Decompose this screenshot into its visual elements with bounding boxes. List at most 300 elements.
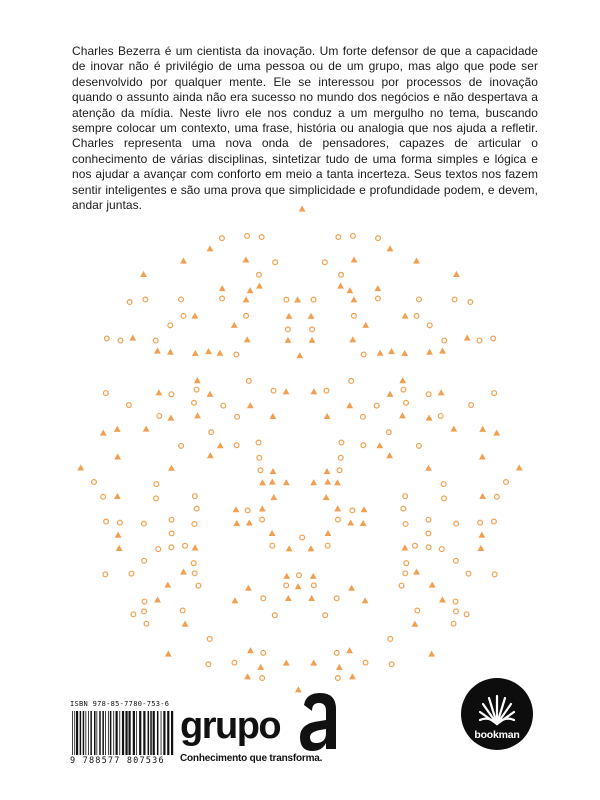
pattern-circle	[504, 480, 509, 485]
pattern-triangle	[347, 519, 354, 525]
pattern-circle	[192, 571, 197, 576]
pattern-circle	[403, 571, 408, 576]
pattern-circle	[141, 521, 146, 526]
pattern-circle	[221, 403, 226, 408]
pattern-circle	[426, 517, 431, 522]
pattern-circle	[118, 338, 123, 343]
pattern-circle	[196, 583, 201, 588]
pattern-circle	[260, 676, 265, 681]
pattern-triangle	[426, 415, 433, 421]
pattern-circle	[142, 558, 147, 563]
pattern-circle	[492, 391, 497, 396]
pattern-triangle	[428, 650, 435, 656]
pattern-triangle	[219, 285, 226, 291]
pattern-circle	[192, 522, 197, 527]
pattern-triangle	[516, 464, 523, 470]
pattern-circle	[207, 636, 212, 641]
pattern-triangle	[336, 664, 343, 670]
barcode-bar	[85, 711, 86, 755]
pattern-circle	[260, 517, 265, 522]
pattern-triangle	[165, 650, 172, 656]
pattern-triangle	[412, 621, 419, 627]
barcode-bar	[113, 711, 114, 755]
pattern-circle	[272, 613, 277, 618]
barcode-bar	[150, 711, 152, 755]
pattern-circle	[271, 388, 276, 393]
barcode-bar	[96, 711, 97, 755]
pattern-circle	[427, 323, 432, 328]
pattern-circle	[477, 338, 482, 343]
pattern-circle	[323, 613, 328, 618]
pattern-circle	[466, 571, 471, 576]
pattern-circle	[442, 338, 447, 343]
pattern-circle	[179, 297, 184, 302]
barcode-bar	[171, 711, 173, 755]
pattern-triangle	[116, 545, 123, 551]
pattern-circle	[401, 506, 406, 511]
pattern-triangle	[245, 585, 252, 591]
pattern-circle	[142, 609, 147, 614]
pattern-triangle	[334, 505, 341, 511]
open-book-icon	[477, 690, 517, 728]
pattern-circle	[492, 519, 497, 524]
pattern-triangle	[376, 442, 383, 448]
pattern-triangle	[348, 585, 355, 591]
pattern-circle	[104, 519, 109, 524]
pattern-circle	[494, 494, 499, 499]
barcode-bar	[125, 711, 127, 755]
pattern-triangle	[244, 336, 251, 342]
pattern-circle	[363, 660, 368, 665]
pattern-triangle	[243, 256, 250, 262]
pattern-circle	[258, 468, 263, 473]
barcode-bar	[94, 711, 96, 755]
pattern-triangle	[129, 335, 136, 341]
barcode-bar	[108, 711, 109, 755]
pattern-circle	[310, 327, 315, 332]
pattern-triangle	[307, 545, 314, 551]
pattern-circle	[129, 571, 134, 576]
pattern-triangle	[325, 530, 332, 536]
pattern-circle	[220, 236, 225, 241]
pattern-circle	[403, 494, 408, 499]
pattern-triangle	[154, 348, 161, 354]
pattern-circle	[300, 535, 305, 540]
pattern-triangle	[246, 519, 253, 525]
grupo-a-logo	[180, 691, 340, 771]
pattern-circle	[284, 297, 289, 302]
pattern-triangle	[233, 506, 240, 512]
pattern-triangle	[164, 582, 171, 588]
bookman-label: bookman	[474, 729, 520, 741]
barcode-bar	[163, 711, 165, 755]
pattern-circle	[245, 508, 250, 513]
barcode-bar	[133, 711, 135, 755]
pattern-circle	[179, 443, 184, 448]
pattern-triangle	[180, 568, 187, 574]
pattern-circle	[454, 609, 459, 614]
pattern-triangle	[374, 285, 381, 291]
pattern-circle	[442, 496, 447, 501]
pattern-triangle	[259, 505, 266, 511]
pattern-circle	[426, 392, 431, 397]
pattern-triangle	[401, 350, 408, 356]
pattern-circle	[334, 650, 339, 655]
pattern-circle	[454, 521, 459, 526]
pattern-circle	[194, 387, 199, 392]
pattern-triangle	[324, 468, 331, 474]
pattern-triangle	[479, 453, 486, 459]
pattern-circle	[192, 400, 197, 405]
pattern-triangle	[493, 429, 500, 435]
pattern-circle	[234, 443, 239, 448]
barcode-bar	[83, 711, 85, 755]
pattern-circle	[322, 260, 327, 265]
pattern-triangle	[207, 452, 214, 458]
barcode-digits: 9 788577 807536	[70, 756, 165, 766]
pattern-circle	[169, 392, 174, 397]
pattern-circle	[206, 662, 211, 667]
pattern-triangle	[194, 377, 201, 383]
grupo-wordmark: grupo	[180, 705, 281, 747]
pattern-triangle	[308, 595, 315, 601]
pattern-circle	[464, 612, 469, 617]
pattern-triangle	[247, 647, 254, 653]
pattern-triangle	[386, 452, 393, 458]
pattern-triangle	[401, 544, 408, 550]
pattern-circle	[143, 297, 148, 302]
barcode-bar	[167, 711, 169, 755]
pattern-triangle	[269, 530, 276, 536]
pattern-triangle	[324, 413, 331, 419]
pattern-triangle	[143, 425, 150, 431]
barcode-bar	[122, 711, 124, 755]
pattern-triangle	[399, 412, 406, 418]
pattern-circle	[491, 336, 496, 341]
pattern-triangle	[296, 352, 303, 358]
pattern-triangle	[402, 313, 409, 319]
pattern-circle	[92, 480, 97, 485]
pattern-triangle	[294, 296, 301, 302]
pattern-triangle	[256, 282, 263, 288]
pattern-circle	[297, 573, 302, 578]
pattern-triangle	[167, 349, 174, 355]
pattern-circle	[168, 323, 173, 328]
pattern-circle	[468, 300, 473, 305]
pattern-circle	[118, 520, 123, 525]
pattern-circle	[220, 296, 225, 301]
pattern-triangle	[283, 479, 290, 485]
pattern-circle	[169, 545, 174, 550]
pattern-circle	[142, 599, 147, 604]
pattern-triangle	[361, 506, 368, 512]
pattern-circle	[127, 300, 132, 305]
pattern-circle	[404, 400, 409, 405]
pattern-circle	[261, 596, 266, 601]
pattern-circle	[339, 440, 344, 445]
pattern-triangle	[362, 597, 369, 603]
barcode-bar	[139, 711, 141, 755]
pattern-circle	[361, 352, 366, 357]
pattern-circle	[361, 443, 366, 448]
pattern-circle	[235, 414, 240, 419]
pattern-circle	[144, 621, 149, 626]
barcode-bar	[90, 711, 92, 755]
pattern-circle	[103, 572, 108, 577]
pattern-triangle	[270, 494, 277, 500]
pattern-circle	[181, 314, 186, 319]
pattern-triangle	[216, 350, 223, 356]
pattern-triangle	[323, 494, 330, 500]
pattern-triangle	[309, 337, 316, 343]
pattern-triangle	[439, 596, 446, 602]
pattern-circle	[103, 391, 108, 396]
pattern-circle	[183, 543, 188, 548]
pattern-circle	[104, 336, 109, 341]
pattern-triangle	[337, 282, 344, 288]
pattern-circle	[169, 531, 174, 536]
pattern-circle	[441, 482, 446, 487]
pattern-triangle	[205, 348, 212, 354]
barcode-bar	[143, 711, 145, 755]
pattern-circle	[376, 296, 381, 301]
pattern-circle	[414, 314, 419, 319]
barcode-bar	[153, 711, 155, 755]
pattern-circle	[469, 403, 474, 408]
pattern-triangle	[438, 389, 445, 395]
pattern-circle	[257, 455, 262, 460]
pattern-circle	[374, 403, 379, 408]
barcode-bar	[119, 711, 120, 755]
pattern-triangle	[450, 425, 457, 431]
bookman-logo	[461, 678, 533, 750]
pattern-triangle	[283, 573, 290, 579]
pattern-circle	[284, 583, 289, 588]
pattern-triangle	[425, 465, 432, 471]
pattern-circle	[311, 297, 316, 302]
pattern-triangle	[270, 468, 277, 474]
pattern-triangle	[207, 391, 214, 397]
barcode-bar	[116, 711, 118, 755]
pattern-circle	[257, 272, 262, 277]
barcode-bar	[74, 711, 75, 755]
pattern-triangle	[349, 336, 356, 342]
pattern-triangle	[299, 206, 306, 212]
pattern-circle	[259, 235, 264, 240]
pattern-circle	[194, 506, 199, 511]
pattern-triangle	[233, 520, 240, 526]
pattern-circle	[426, 531, 431, 536]
pattern-circle	[399, 583, 404, 588]
pattern-circle	[336, 235, 341, 240]
pattern-triangle	[310, 660, 317, 666]
barcode	[70, 711, 178, 755]
pattern-circle	[451, 621, 456, 626]
pattern-circle	[403, 522, 408, 527]
pattern-triangle	[167, 415, 174, 421]
barcode-bar	[102, 711, 104, 755]
pattern-triangle	[217, 442, 224, 448]
pattern-circle	[154, 482, 159, 487]
pattern-circle	[286, 327, 291, 332]
pattern-triangle	[114, 493, 121, 499]
pattern-circle	[454, 558, 459, 563]
pattern-triangle	[413, 568, 420, 574]
pattern-circle	[127, 403, 132, 408]
pattern-circle	[417, 443, 422, 448]
pattern-triangle	[349, 673, 356, 679]
pattern-circle	[386, 430, 391, 435]
pattern-circle	[453, 599, 458, 604]
pattern-triangle	[413, 258, 420, 264]
back-cover-blurb: Charles Bezerra é um cientista da inovação. Um forte defensor de que a capacidade de inovar não é privilégio de uma pessoa ou de um grupo, mas algo que pode ser desenvolvido por qualquer mente. Ele se interessou por processos de inovação quando o assunto ainda não era sucesso no mundo dos negócios e não despertava a atenção da mídia. Neste livro ele nos conduz a um mergulho no tema, buscando sempre colocar um contexto, uma frase, história ou analogia que nos ajuda a refletir. Charles representa uma nova onda de pensadores, capazes de articular o conhecimento de várias disciplinas, sintetizar tudo de uma forma simples e lógica e nos ajudar a avançar com conforto em meio a tanta incerteza. Seus textos nos fazem sentir inteligentes e são uma prova que simplicidade e profundidade podem, e devem, andar juntas.	[72, 44, 538, 213]
pattern-triangle	[114, 426, 121, 432]
pattern-triangle	[286, 313, 293, 319]
pattern-triangle	[351, 296, 358, 302]
pattern-triangle	[399, 377, 406, 383]
pattern-triangle	[377, 350, 384, 356]
pattern-triangle	[243, 296, 250, 302]
pattern-triangle	[232, 597, 239, 603]
pattern-triangle	[334, 479, 341, 485]
barcode-bar	[136, 711, 137, 755]
pattern-circle	[426, 545, 431, 550]
pattern-triangle	[453, 271, 460, 277]
pattern-circle	[261, 650, 266, 655]
pattern-circle	[324, 388, 329, 393]
pattern-triangle	[182, 621, 189, 627]
pattern-triangle	[286, 545, 293, 551]
pattern-triangle	[180, 258, 187, 264]
pattern-triangle	[259, 479, 266, 485]
pattern-circle	[417, 297, 422, 302]
pattern-triangle	[257, 664, 264, 670]
pattern-circle	[244, 313, 249, 318]
barcode-bar	[76, 711, 78, 755]
pattern-triangle	[346, 647, 353, 653]
isbn-barcode-block	[70, 700, 178, 766]
pattern-triangle	[362, 322, 369, 328]
pattern-circle	[478, 520, 483, 525]
pattern-circle	[169, 517, 174, 522]
pattern-triangle	[477, 545, 484, 551]
pattern-circle	[153, 338, 158, 343]
pattern-circle	[404, 561, 409, 566]
pattern-triangle	[295, 583, 302, 589]
pattern-circle	[336, 517, 341, 522]
pattern-circle	[234, 352, 239, 357]
pattern-circle	[337, 468, 342, 473]
pattern-circle	[192, 494, 197, 499]
pattern-circle	[438, 414, 443, 419]
pattern-triangle	[283, 660, 290, 666]
pattern-circle	[101, 494, 106, 499]
barcode-bar	[99, 711, 101, 755]
pattern-circle	[270, 543, 275, 548]
pattern-triangle	[324, 478, 331, 484]
pattern-triangle	[310, 479, 317, 485]
grupo-a-letter-mark	[298, 691, 342, 755]
publisher-tagline: Conhecimento que transforma.	[180, 753, 323, 764]
pattern-circle	[376, 236, 381, 241]
pattern-triangle	[346, 287, 353, 293]
pattern-triangle	[479, 426, 486, 432]
pattern-circle	[232, 660, 237, 665]
pattern-triangle	[207, 245, 214, 251]
pattern-triangle	[191, 313, 198, 319]
barcode-bar	[157, 711, 159, 755]
pattern-triangle	[360, 520, 367, 526]
pattern-circle	[452, 297, 457, 302]
pattern-circle	[131, 612, 136, 617]
pattern-triangle	[114, 453, 121, 459]
pattern-circle	[338, 455, 343, 460]
pattern-triangle	[156, 389, 163, 395]
pattern-triangle	[387, 245, 394, 251]
pattern-circle	[351, 233, 356, 238]
pattern-triangle	[479, 493, 486, 499]
pattern-triangle	[388, 348, 395, 354]
pattern-triangle	[285, 595, 292, 601]
pattern-circle	[325, 543, 330, 548]
pattern-circle	[335, 676, 340, 681]
barcode-bar	[110, 711, 112, 755]
pattern-circle	[209, 430, 214, 435]
pattern-triangle	[439, 348, 446, 354]
pattern-triangle	[270, 413, 277, 419]
pattern-circle	[154, 496, 159, 501]
pattern-triangle	[464, 335, 471, 341]
pattern-circle	[492, 572, 497, 577]
pattern-triangle	[194, 412, 201, 418]
pattern-triangle	[308, 313, 315, 319]
pattern-triangle	[387, 391, 394, 397]
pattern-circle	[413, 543, 418, 548]
pattern-circle	[360, 414, 365, 419]
pattern-triangle	[311, 388, 318, 394]
pattern-circle	[273, 260, 278, 265]
pattern-circle	[191, 561, 196, 566]
pattern-circle	[389, 662, 394, 667]
pattern-triangle	[426, 349, 433, 355]
pattern-triangle	[100, 429, 107, 435]
barcode-bar	[80, 711, 82, 755]
pattern-triangle	[346, 402, 353, 408]
isbn-text: ISBN 978-85-7780-753-6	[70, 700, 170, 708]
pattern-triangle	[285, 337, 292, 343]
pattern-triangle	[231, 322, 238, 328]
pattern-triangle	[154, 596, 161, 602]
pattern-triangle	[247, 402, 254, 408]
pattern-triangle	[192, 350, 199, 356]
pattern-circle	[157, 414, 162, 419]
pattern-triangle	[283, 388, 290, 394]
barcode-bar	[161, 711, 162, 755]
pattern-triangle	[115, 532, 122, 538]
pattern-circle	[439, 547, 444, 552]
pattern-triangle	[351, 256, 358, 262]
pattern-triangle	[244, 673, 251, 679]
pattern-triangle	[310, 573, 317, 579]
pattern-triangle	[478, 532, 485, 538]
pattern-triangle	[140, 271, 147, 277]
pattern-circle	[349, 379, 354, 384]
pattern-circle	[246, 379, 251, 384]
pattern-circle	[245, 233, 250, 238]
pattern-triangle	[429, 582, 436, 588]
pattern-circle	[256, 440, 261, 445]
barcode-bar	[72, 711, 73, 755]
